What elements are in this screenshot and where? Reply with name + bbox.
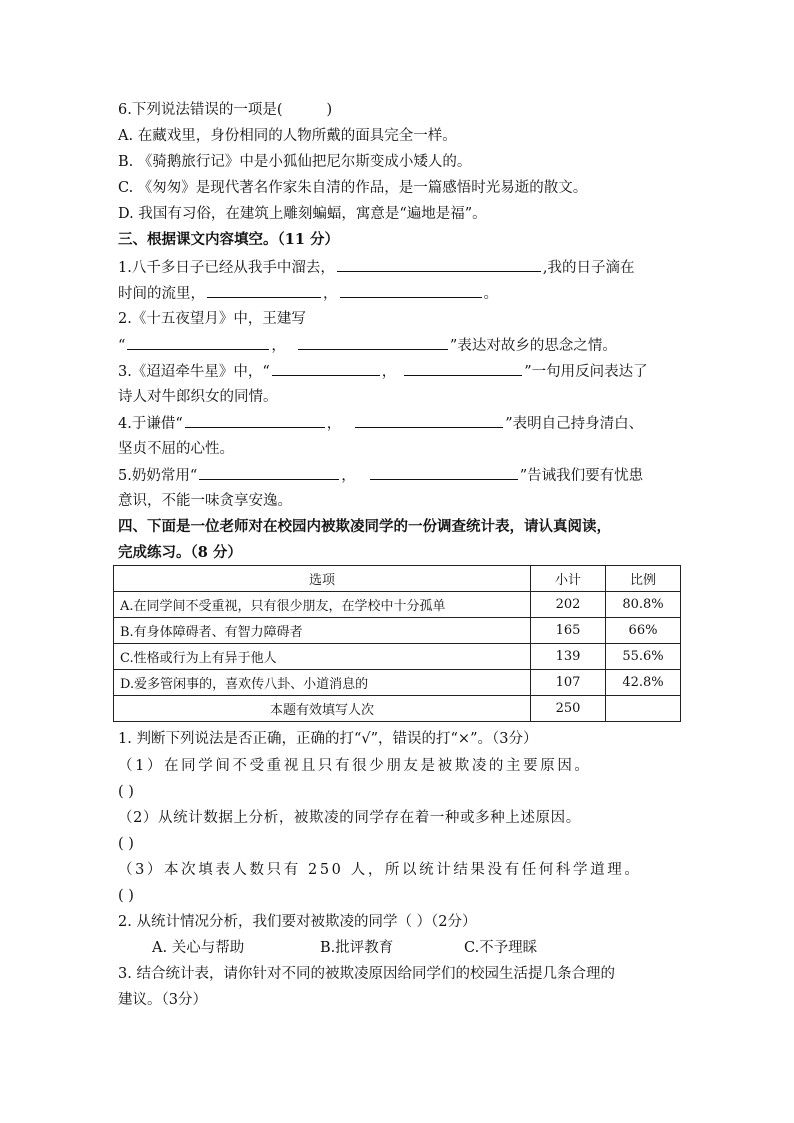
s4-q2: 2. 从统计情况分析，我们要对被欺凌的同学（ ）（2分）	[118, 914, 477, 930]
q6-option-b: B. 《骑鹅旅行记》中是小狐仙把尼尔斯变成小矮人的。	[118, 154, 472, 170]
fill-blank[interactable]	[207, 283, 321, 298]
table-row	[114, 592, 681, 618]
answer-paren[interactable]: ( )	[118, 888, 134, 904]
s3-q4-line1: 4.于谦借“ ， ”表明自己持身清白、	[118, 413, 643, 434]
fill-blank[interactable]	[298, 335, 448, 350]
row-option: D.爱多管闲事的，喜欢传八卦、小道消息的	[114, 670, 531, 696]
survey-table	[113, 565, 681, 722]
s4-q1-item2: （2）从统计数据上分析，被欺凌的同学存在着一种或多种上述原因。	[118, 810, 581, 826]
s4-q2-option-b: B.批评教育	[320, 940, 394, 956]
table-total-row	[114, 696, 681, 722]
q6-option-d: D. 我国有习俗，在建筑上雕刻蝙蝠，寓意是“遍地是福”。	[118, 206, 487, 222]
row-ratio: 80.8%	[606, 592, 681, 618]
s4-q3-line2: 建议。（3分）	[118, 992, 207, 1008]
row-option: B.有身体障碍者、有智力障碍者	[114, 618, 531, 644]
s4-q2-option-a: A. 关心与帮助	[152, 940, 245, 956]
row-count: 107	[531, 670, 606, 696]
row-count: 139	[531, 644, 606, 670]
q6-option-a: A. 在藏戏里，身份相同的人物所戴的面具完全一样。	[118, 128, 457, 144]
row-ratio: 66%	[606, 618, 681, 644]
q6-stem: 6.下列说法错误的一项是( )	[118, 102, 333, 118]
table-row	[114, 618, 681, 644]
fill-blank[interactable]	[127, 335, 269, 350]
s3-q1-line1: 1.八千多日子已经从我手中溜去， ,我的日子滴在	[118, 257, 634, 278]
total-empty	[606, 696, 681, 722]
table-header-row	[114, 566, 681, 592]
row-option: A.在同学间不受重视，只有很少朋友，在学校中十分孤单	[114, 592, 531, 618]
row-ratio: 42.8%	[606, 670, 681, 696]
s3-q3-line1: 3.《迢迢牵牛星》中，“ ， ”一句用反问表达了	[118, 361, 648, 382]
answer-paren[interactable]: ( )	[118, 836, 134, 852]
total-label: 本题有效填写人次	[114, 696, 531, 722]
section3-title: 三、根据课文内容填空。（11 分）	[118, 231, 339, 248]
section4-title-line2: 完成练习。（8 分）	[118, 544, 242, 561]
s3-q2-line1: 2.《十五夜望月》中，王建写	[118, 311, 306, 327]
s3-q4-line2: 坚贞不屈的心性。	[118, 441, 234, 457]
row-count: 165	[531, 618, 606, 644]
q6-option-c: C. 《匆匆》是现代著名作家朱自清的作品，是一篇感悟时光易逝的散文。	[118, 180, 588, 196]
fill-blank[interactable]	[404, 361, 522, 376]
row-option: C.性格或行为上有异于他人	[114, 644, 531, 670]
fill-blank[interactable]	[355, 413, 503, 428]
header-ratio: 比例	[606, 566, 681, 592]
s4-q1-item3: （3）本次填表人数只有 250 人，所以统计结果没有任何科学道理。	[118, 862, 642, 878]
header-option: 选项	[114, 566, 531, 592]
fill-blank[interactable]	[340, 283, 482, 298]
fill-blank[interactable]	[370, 465, 518, 480]
s3-q5-line1: 5.奶奶常用“ ， ”告诫我们要有忧患	[118, 465, 643, 486]
s3-q5-line2: 意识，不能一味贪享安逸。	[118, 493, 292, 509]
fill-blank[interactable]	[337, 257, 541, 272]
s4-q1: 1. 判断下列说法是否正确，正确的打“√”，错误的打“×”。（3分）	[118, 731, 538, 747]
table-row	[114, 644, 681, 670]
fill-blank[interactable]	[185, 413, 325, 428]
row-count: 202	[531, 592, 606, 618]
s4-q3-line1: 3. 结合统计表，请你针对不同的被欺凌原因给同学们的校园生活提几条合理的	[118, 966, 615, 982]
section4-title-line1: 四、下面是一位老师对在校园内被欺凌同学的一份调查统计表，请认真阅读，	[118, 518, 611, 535]
row-ratio: 55.6%	[606, 644, 681, 670]
s4-q1-item1: （1）在同学间不受重视且只有很少朋友是被欺凌的主要原因。	[118, 758, 592, 774]
total-value: 250	[531, 696, 606, 722]
fill-blank[interactable]	[272, 361, 380, 376]
fill-blank[interactable]	[199, 465, 339, 480]
s3-q1-line2: 时间的流里， ， 。	[118, 283, 498, 304]
s3-q3-line2: 诗人对牛郎织女的同情。	[118, 389, 278, 405]
header-count: 小计	[531, 566, 606, 592]
s4-q2-option-c: C.不予理睬	[464, 940, 538, 956]
table-row	[114, 670, 681, 696]
s3-q2-line2: “ ， ”表达对故乡的思念之情。	[118, 335, 617, 356]
answer-paren[interactable]: ( )	[118, 784, 134, 800]
